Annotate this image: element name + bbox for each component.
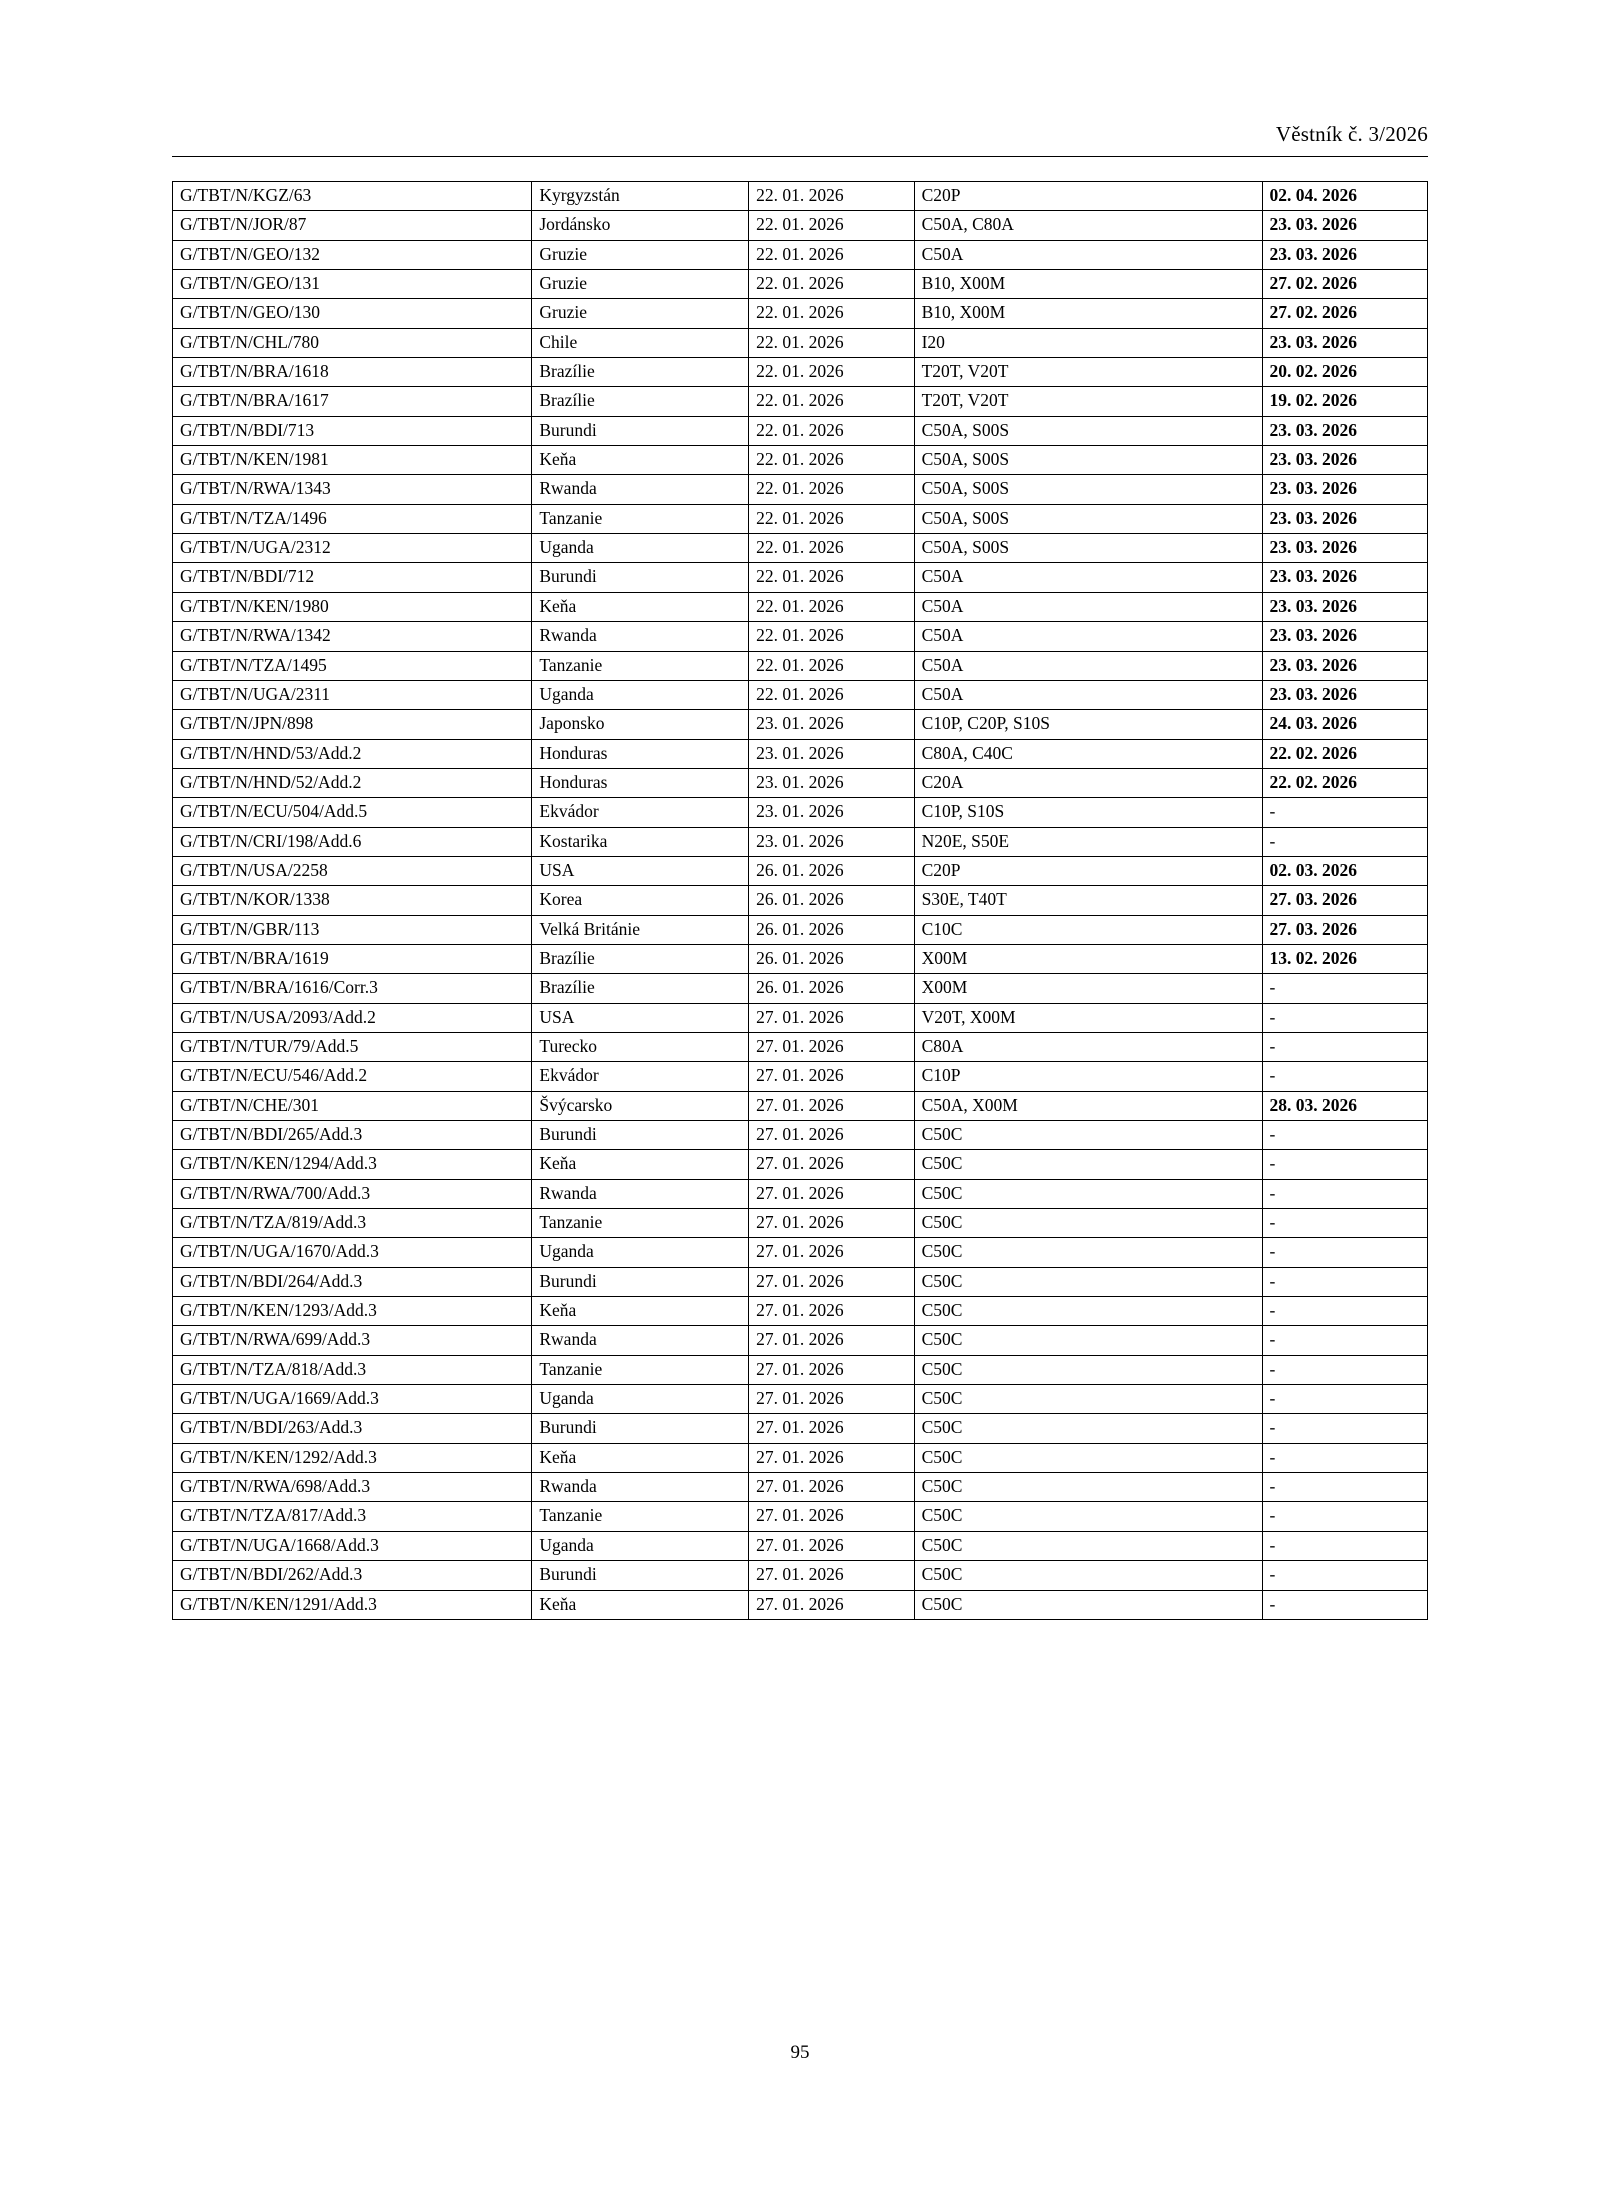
table-row [173,592,1428,621]
cell-deadline: - [1262,1590,1427,1619]
table-row [173,1032,1428,1061]
cell-deadline: 23. 03. 2026 [1262,680,1427,709]
cell-deadline: 27. 03. 2026 [1262,915,1427,944]
cell-items: X00M [914,944,1262,973]
cell-date: 22. 01. 2026 [749,240,914,269]
notifications-table-body [173,182,1428,1620]
cell-items: C10P, S10S [914,798,1262,827]
cell-country: Gruzie [532,240,749,269]
cell-deadline: - [1262,1267,1427,1296]
cell-deadline: 23. 03. 2026 [1262,563,1427,592]
cell-items: C50C [914,1150,1262,1179]
table-row [173,1297,1428,1326]
cell-items: B10, X00M [914,270,1262,299]
cell-notification-code: G/TBT/N/BRA/1619 [173,944,532,973]
table-row [173,446,1428,475]
cell-country: Burundi [532,416,749,445]
cell-notification-code: G/TBT/N/BDI/265/Add.3 [173,1121,532,1150]
cell-country: Tanzanie [532,1355,749,1384]
cell-country: Kostarika [532,827,749,856]
cell-date: 27. 01. 2026 [749,1003,914,1032]
cell-country: Rwanda [532,475,749,504]
page-number: 95 [790,2042,810,2063]
cell-notification-code: G/TBT/N/KEN/1293/Add.3 [173,1297,532,1326]
cell-date: 27. 01. 2026 [749,1121,914,1150]
cell-country: Tanzanie [532,651,749,680]
cell-country: Rwanda [532,1326,749,1355]
cell-notification-code: G/TBT/N/BDI/713 [173,416,532,445]
cell-notification-code: G/TBT/N/RWA/699/Add.3 [173,1326,532,1355]
cell-country: Burundi [532,1121,749,1150]
cell-date: 23. 01. 2026 [749,768,914,797]
cell-date: 22. 01. 2026 [749,534,914,563]
cell-items: C10P, C20P, S10S [914,710,1262,739]
page-header: Věstník č. 3/2026 [1275,122,1428,146]
table-row [173,387,1428,416]
table-row [173,534,1428,563]
table-row [173,1531,1428,1560]
cell-country: Keňa [532,1150,749,1179]
cell-items: C50C [914,1443,1262,1472]
table-row [173,1003,1428,1032]
cell-items: C50A [914,680,1262,709]
cell-notification-code: G/TBT/N/TZA/818/Add.3 [173,1355,532,1384]
cell-deadline: 27. 03. 2026 [1262,886,1427,915]
cell-date: 27. 01. 2026 [749,1297,914,1326]
cell-date: 23. 01. 2026 [749,739,914,768]
cell-date: 27. 01. 2026 [749,1443,914,1472]
table-row [173,710,1428,739]
cell-date: 22. 01. 2026 [749,182,914,211]
cell-items: C50C [914,1590,1262,1619]
table-row [173,1355,1428,1384]
cell-items: C10C [914,915,1262,944]
cell-notification-code: G/TBT/N/KEN/1292/Add.3 [173,1443,532,1472]
cell-date: 23. 01. 2026 [749,798,914,827]
cell-notification-code: G/TBT/N/UGA/2311 [173,680,532,709]
cell-country: Turecko [532,1032,749,1061]
cell-notification-code: G/TBT/N/UGA/1670/Add.3 [173,1238,532,1267]
cell-notification-code: G/TBT/N/CRI/198/Add.6 [173,827,532,856]
cell-date: 22. 01. 2026 [749,504,914,533]
cell-country: Burundi [532,563,749,592]
cell-items: C50C [914,1473,1262,1502]
cell-items: C50A, S00S [914,504,1262,533]
table-row [173,1121,1428,1150]
table-row [173,651,1428,680]
cell-deadline: 23. 03. 2026 [1262,504,1427,533]
cell-deadline: 22. 02. 2026 [1262,739,1427,768]
cell-items: C50A, S00S [914,475,1262,504]
table-row [173,475,1428,504]
cell-deadline: 23. 03. 2026 [1262,211,1427,240]
cell-date: 26. 01. 2026 [749,886,914,915]
cell-items: C50C [914,1297,1262,1326]
cell-deadline: 22. 02. 2026 [1262,768,1427,797]
cell-items: X00M [914,974,1262,1003]
cell-country: Uganda [532,680,749,709]
cell-items: C20P [914,182,1262,211]
table-row [173,504,1428,533]
cell-deadline: - [1262,1561,1427,1590]
table-row [173,358,1428,387]
table-row [173,1414,1428,1443]
cell-notification-code: G/TBT/N/TZA/1496 [173,504,532,533]
cell-notification-code: G/TBT/N/BDI/262/Add.3 [173,1561,532,1590]
cell-notification-code: G/TBT/N/RWA/698/Add.3 [173,1473,532,1502]
cell-country: Burundi [532,1561,749,1590]
cell-date: 27. 01. 2026 [749,1238,914,1267]
cell-items: C50A, C80A [914,211,1262,240]
cell-deadline: - [1262,1326,1427,1355]
table-row [173,1385,1428,1414]
table-row [173,563,1428,592]
cell-notification-code: G/TBT/N/USA/2093/Add.2 [173,1003,532,1032]
cell-deadline: 27. 02. 2026 [1262,270,1427,299]
table-row [173,1590,1428,1619]
cell-deadline: - [1262,1238,1427,1267]
table-row [173,1326,1428,1355]
cell-notification-code: G/TBT/N/KEN/1294/Add.3 [173,1150,532,1179]
cell-date: 27. 01. 2026 [749,1062,914,1091]
cell-deadline: - [1262,1297,1427,1326]
table-row [173,768,1428,797]
cell-notification-code: G/TBT/N/ECU/504/Add.5 [173,798,532,827]
cell-country: Gruzie [532,299,749,328]
cell-notification-code: G/TBT/N/RWA/1342 [173,622,532,651]
cell-date: 27. 01. 2026 [749,1179,914,1208]
cell-deadline: 02. 04. 2026 [1262,182,1427,211]
table-row [173,416,1428,445]
cell-items: S30E, T40T [914,886,1262,915]
cell-date: 27. 01. 2026 [749,1385,914,1414]
cell-deadline: 20. 02. 2026 [1262,358,1427,387]
cell-date: 22. 01. 2026 [749,387,914,416]
table-row [173,944,1428,973]
cell-deadline: 23. 03. 2026 [1262,328,1427,357]
cell-items: C50C [914,1414,1262,1443]
cell-date: 22. 01. 2026 [749,211,914,240]
cell-date: 27. 01. 2026 [749,1355,914,1384]
cell-items: N20E, S50E [914,827,1262,856]
table-row [173,856,1428,885]
cell-date: 27. 01. 2026 [749,1150,914,1179]
cell-date: 22. 01. 2026 [749,475,914,504]
cell-items: C10P [914,1062,1262,1091]
cell-items: B10, X00M [914,299,1262,328]
cell-notification-code: G/TBT/N/UGA/1668/Add.3 [173,1531,532,1560]
table-row [173,1062,1428,1091]
cell-country: Chile [532,328,749,357]
cell-items: T20T, V20T [914,358,1262,387]
table-row [173,1179,1428,1208]
table-row [173,827,1428,856]
cell-date: 27. 01. 2026 [749,1502,914,1531]
table-row [173,1502,1428,1531]
cell-notification-code: G/TBT/N/TUR/79/Add.5 [173,1032,532,1061]
cell-country: Keňa [532,1590,749,1619]
cell-date: 22. 01. 2026 [749,416,914,445]
cell-deadline: - [1262,1473,1427,1502]
cell-country: Keňa [532,1443,749,1472]
cell-date: 22. 01. 2026 [749,299,914,328]
table-row [173,622,1428,651]
cell-country: Rwanda [532,622,749,651]
table-row [173,1238,1428,1267]
cell-items: C50A [914,651,1262,680]
table-row [173,1473,1428,1502]
cell-country: Keňa [532,592,749,621]
cell-country: Keňa [532,446,749,475]
cell-date: 27. 01. 2026 [749,1561,914,1590]
cell-date: 22. 01. 2026 [749,328,914,357]
cell-deadline: 23. 03. 2026 [1262,416,1427,445]
cell-deadline: 27. 02. 2026 [1262,299,1427,328]
cell-country: Korea [532,886,749,915]
cell-country: Keňa [532,1297,749,1326]
cell-deadline: - [1262,1385,1427,1414]
cell-country: Brazílie [532,974,749,1003]
cell-country: Japonsko [532,710,749,739]
cell-country: Uganda [532,1238,749,1267]
cell-date: 27. 01. 2026 [749,1473,914,1502]
table-row [173,328,1428,357]
cell-items: C50A [914,563,1262,592]
table-row [173,886,1428,915]
cell-items: C50C [914,1238,1262,1267]
cell-deadline: - [1262,1531,1427,1560]
table-row [173,915,1428,944]
cell-notification-code: G/TBT/N/KEN/1981 [173,446,532,475]
cell-items: C50C [914,1121,1262,1150]
cell-items: C50C [914,1179,1262,1208]
cell-country: Velká Británie [532,915,749,944]
cell-items: C50A [914,592,1262,621]
cell-country: Uganda [532,1531,749,1560]
cell-country: Uganda [532,1385,749,1414]
cell-notification-code: G/TBT/N/BDI/712 [173,563,532,592]
cell-items: C50C [914,1561,1262,1590]
cell-date: 23. 01. 2026 [749,710,914,739]
cell-deadline: - [1262,827,1427,856]
cell-date: 22. 01. 2026 [749,592,914,621]
cell-notification-code: G/TBT/N/GEO/130 [173,299,532,328]
cell-items: C50C [914,1209,1262,1238]
notifications-table [172,181,1428,1620]
cell-notification-code: G/TBT/N/KEN/1980 [173,592,532,621]
cell-items: C80A [914,1032,1262,1061]
cell-items: C80A, C40C [914,739,1262,768]
table-row [173,1561,1428,1590]
table-row [173,182,1428,211]
cell-country: Jordánsko [532,211,749,240]
cell-date: 26. 01. 2026 [749,915,914,944]
cell-date: 22. 01. 2026 [749,651,914,680]
table-row [173,1209,1428,1238]
cell-country: Burundi [532,1414,749,1443]
table-row [173,1443,1428,1472]
table-row [173,798,1428,827]
cell-date: 26. 01. 2026 [749,974,914,1003]
cell-country: USA [532,856,749,885]
cell-deadline: 23. 03. 2026 [1262,622,1427,651]
cell-items: C50C [914,1502,1262,1531]
cell-date: 22. 01. 2026 [749,270,914,299]
cell-deadline: - [1262,1502,1427,1531]
cell-items: T20T, V20T [914,387,1262,416]
cell-country: Ekvádor [532,1062,749,1091]
cell-notification-code: G/TBT/N/KOR/1338 [173,886,532,915]
cell-country: Tanzanie [532,1209,749,1238]
cell-deadline: - [1262,1179,1427,1208]
cell-date: 27. 01. 2026 [749,1414,914,1443]
table-row [173,1150,1428,1179]
cell-deadline: 28. 03. 2026 [1262,1091,1427,1120]
cell-items: C50C [914,1326,1262,1355]
cell-deadline: - [1262,798,1427,827]
cell-date: 22. 01. 2026 [749,446,914,475]
cell-notification-code: G/TBT/N/BDI/263/Add.3 [173,1414,532,1443]
cell-notification-code: G/TBT/N/GEO/132 [173,240,532,269]
table-row [173,240,1428,269]
cell-deadline: 23. 03. 2026 [1262,534,1427,563]
cell-notification-code: G/TBT/N/UGA/1669/Add.3 [173,1385,532,1414]
table-row [173,974,1428,1003]
cell-notification-code: G/TBT/N/UGA/2312 [173,534,532,563]
cell-notification-code: G/TBT/N/RWA/700/Add.3 [173,1179,532,1208]
cell-country: Honduras [532,739,749,768]
cell-date: 22. 01. 2026 [749,563,914,592]
cell-items: C20P [914,856,1262,885]
table-row [173,270,1428,299]
cell-notification-code: G/TBT/N/ECU/546/Add.2 [173,1062,532,1091]
cell-deadline: - [1262,1003,1427,1032]
cell-country: Tanzanie [532,1502,749,1531]
cell-deadline: 24. 03. 2026 [1262,710,1427,739]
cell-date: 27. 01. 2026 [749,1032,914,1061]
cell-notification-code: G/TBT/N/CHE/301 [173,1091,532,1120]
cell-deadline: 02. 03. 2026 [1262,856,1427,885]
cell-deadline: - [1262,1062,1427,1091]
cell-date: 27. 01. 2026 [749,1267,914,1296]
cell-notification-code: G/TBT/N/BRA/1617 [173,387,532,416]
table-row [173,299,1428,328]
cell-deadline: 23. 03. 2026 [1262,592,1427,621]
cell-deadline: 19. 02. 2026 [1262,387,1427,416]
cell-items: V20T, X00M [914,1003,1262,1032]
cell-items: C50C [914,1531,1262,1560]
cell-deadline: - [1262,1032,1427,1061]
cell-country: Ekvádor [532,798,749,827]
cell-deadline: 23. 03. 2026 [1262,446,1427,475]
cell-country: Honduras [532,768,749,797]
table-row [173,1091,1428,1120]
cell-deadline: - [1262,1150,1427,1179]
cell-items: C50C [914,1385,1262,1414]
cell-country: Brazílie [532,944,749,973]
cell-notification-code: G/TBT/N/GEO/131 [173,270,532,299]
cell-items: C50A, S00S [914,416,1262,445]
cell-country: Burundi [532,1267,749,1296]
cell-items: C20A [914,768,1262,797]
cell-date: 27. 01. 2026 [749,1326,914,1355]
cell-notification-code: G/TBT/N/GBR/113 [173,915,532,944]
header-divider [172,156,1428,157]
cell-items: I20 [914,328,1262,357]
table-row [173,211,1428,240]
cell-date: 27. 01. 2026 [749,1091,914,1120]
cell-notification-code: G/TBT/N/BRA/1618 [173,358,532,387]
cell-country: Uganda [532,534,749,563]
cell-date: 23. 01. 2026 [749,827,914,856]
cell-items: C50A, X00M [914,1091,1262,1120]
cell-deadline: - [1262,1443,1427,1472]
cell-notification-code: G/TBT/N/BRA/1616/Corr.3 [173,974,532,1003]
cell-items: C50A, S00S [914,534,1262,563]
cell-notification-code: G/TBT/N/JPN/898 [173,710,532,739]
cell-notification-code: G/TBT/N/KEN/1291/Add.3 [173,1590,532,1619]
cell-date: 26. 01. 2026 [749,856,914,885]
cell-date: 22. 01. 2026 [749,358,914,387]
table-row [173,739,1428,768]
cell-items: C50A [914,622,1262,651]
cell-date: 22. 01. 2026 [749,680,914,709]
cell-country: Tanzanie [532,504,749,533]
cell-deadline: 23. 03. 2026 [1262,475,1427,504]
table-row [173,680,1428,709]
cell-date: 27. 01. 2026 [749,1531,914,1560]
cell-notification-code: G/TBT/N/TZA/819/Add.3 [173,1209,532,1238]
cell-country: Brazílie [532,387,749,416]
cell-items: C50C [914,1267,1262,1296]
cell-deadline: - [1262,1355,1427,1384]
cell-date: 27. 01. 2026 [749,1590,914,1619]
cell-deadline: - [1262,1121,1427,1150]
cell-notification-code: G/TBT/N/USA/2258 [173,856,532,885]
cell-notification-code: G/TBT/N/KGZ/63 [173,182,532,211]
cell-date: 26. 01. 2026 [749,944,914,973]
cell-notification-code: G/TBT/N/RWA/1343 [173,475,532,504]
cell-items: C50A [914,240,1262,269]
cell-notification-code: G/TBT/N/TZA/817/Add.3 [173,1502,532,1531]
cell-country: Brazílie [532,358,749,387]
cell-country: Rwanda [532,1179,749,1208]
cell-notification-code: G/TBT/N/HND/52/Add.2 [173,768,532,797]
cell-deadline: - [1262,974,1427,1003]
cell-items: C50A, S00S [914,446,1262,475]
cell-deadline: 13. 02. 2026 [1262,944,1427,973]
cell-country: USA [532,1003,749,1032]
cell-notification-code: G/TBT/N/CHL/780 [173,328,532,357]
cell-deadline: - [1262,1414,1427,1443]
cell-country: Kyrgyzstán [532,182,749,211]
cell-country: Gruzie [532,270,749,299]
cell-deadline: 23. 03. 2026 [1262,651,1427,680]
cell-deadline: 23. 03. 2026 [1262,240,1427,269]
table-row [173,1267,1428,1296]
cell-country: Rwanda [532,1473,749,1502]
cell-date: 27. 01. 2026 [749,1209,914,1238]
cell-date: 22. 01. 2026 [749,622,914,651]
cell-items: C50C [914,1355,1262,1384]
cell-notification-code: G/TBT/N/TZA/1495 [173,651,532,680]
cell-deadline: - [1262,1209,1427,1238]
cell-country: Švýcarsko [532,1091,749,1120]
cell-notification-code: G/TBT/N/JOR/87 [173,211,532,240]
cell-notification-code: G/TBT/N/HND/53/Add.2 [173,739,532,768]
cell-notification-code: G/TBT/N/BDI/264/Add.3 [173,1267,532,1296]
